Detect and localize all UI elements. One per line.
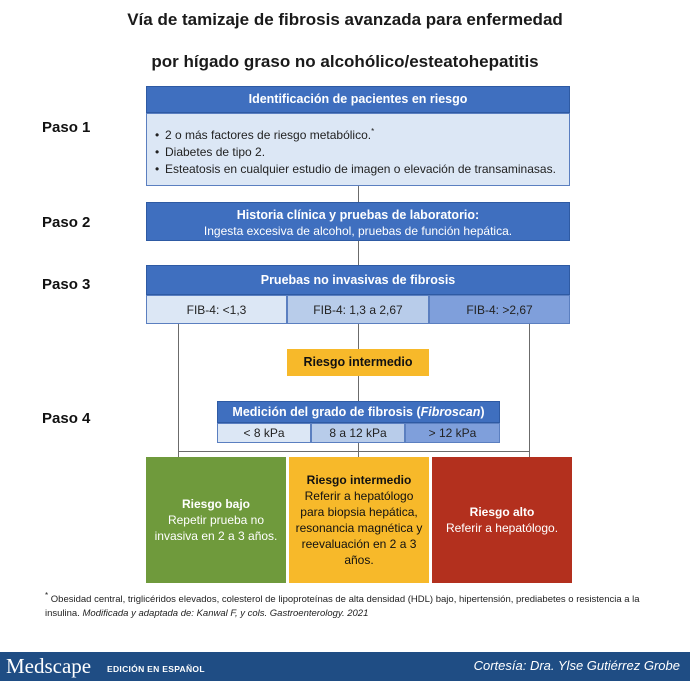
connector-low: [178, 324, 179, 457]
low-risk-box: [146, 457, 286, 583]
connector-horizontal: [178, 451, 530, 452]
step-label-1: Paso 1: [42, 119, 91, 136]
fib4-high-cell: FIB-4: >2,67: [429, 295, 570, 324]
low-risk-title: Riesgo bajo: [181, 497, 250, 511]
diagram-title-line2: por hígado graso no alcohólico/esteatohepatitis: [151, 52, 539, 71]
step1-criteria-box: [146, 113, 570, 186]
low-risk-text: Repetir prueba no invasiva en 2 a 3 años.: [154, 513, 278, 543]
intermediate-risk-title: Riesgo intermedio: [306, 473, 412, 487]
step4-header: Medición del grado de fibrosis (Fibroscan): [217, 401, 500, 423]
high-risk-text: Referir a hepatólogo.: [445, 521, 559, 535]
medscape-logo: Medscape: [6, 654, 92, 678]
connector-mid-4: [358, 376, 359, 401]
intermediate-risk-badge: Riesgo intermedio: [287, 349, 429, 376]
high-risk-title: Riesgo alto: [469, 505, 535, 519]
kpa-low-cell: < 8 kPa: [217, 423, 311, 443]
risk-criterion-1: • 2 o más factores de riesgo metabólico.*: [155, 123, 569, 144]
footnote-text: Obesidad central, triglicéridos elevados, colesterol de lipoproteínas de alta densidad (HDL) bajo, hipertensión, prediabetes o resistencia a la insulina.: [45, 594, 640, 620]
connector-1-2: [358, 186, 359, 202]
high-risk-box: [432, 457, 572, 583]
risk-criterion-2: • Diabetes de tipo 2.: [155, 144, 569, 161]
fib4-low-cell: FIB-4: <1,3: [146, 295, 287, 324]
diagram-title-line1: Vía de tamizaje de fibrosis avanzada para enfermedad: [127, 10, 563, 29]
fib4-mid-cell: FIB-4: 1,3 a 2,67: [287, 295, 429, 324]
logo-subtitle: EDICIÓN EN ESPAÑOL: [107, 664, 205, 674]
courtesy-credit: Cortesía: Dra. Ylse Gutiérrez Grobe: [473, 658, 680, 673]
risk-criteria-list: [155, 123, 569, 178]
kpa-high-cell: > 12 kPa: [405, 423, 500, 443]
connector-high: [529, 324, 530, 457]
step2-subtext: Ingesta excesiva de alcohol, pruebas de función hepática.: [203, 224, 513, 238]
footnote-source: Modificada y adaptada de: Kanwal F, y cols. Gastroenterology. 2021: [82, 608, 369, 620]
kpa-mid-cell: 8 a 12 kPa: [311, 423, 405, 443]
step-label-4: Paso 4: [42, 410, 91, 427]
intermediate-risk-text: Referir a hepatólogo para biopsia hepática, resonancia magnética y reevaluación en 2 a 3 años.: [295, 489, 423, 567]
risk-criterion-3: • Esteatosis en cualquier estudio de imagen o elevación de transaminasas.: [155, 161, 569, 178]
connector-2-3: [358, 241, 359, 265]
connector-mid-box: [358, 443, 359, 457]
step-label-3: Paso 3: [42, 276, 91, 293]
intermediate-risk-box: [289, 457, 429, 583]
step3-header: Pruebas no invasivas de fibrosis: [146, 265, 570, 295]
step2-header: Historia clínica y pruebas de laboratorio:: [236, 208, 480, 222]
step1-header: Identificación de pacientes en riesgo: [146, 86, 570, 113]
step-label-2: Paso 2: [42, 214, 91, 231]
step2-box: [146, 202, 570, 241]
footnote: * Obesidad central, triglicéridos elevados, colesterol de lipoproteínas de alta densidad (HDL) bajo, hipertensión, prediabetes o resistencia a la insulina. Modificada y adaptada de: Kanwal F, y cols. Gastroenterology. 2021: [45, 591, 640, 620]
connector-3-mid: [358, 324, 359, 349]
